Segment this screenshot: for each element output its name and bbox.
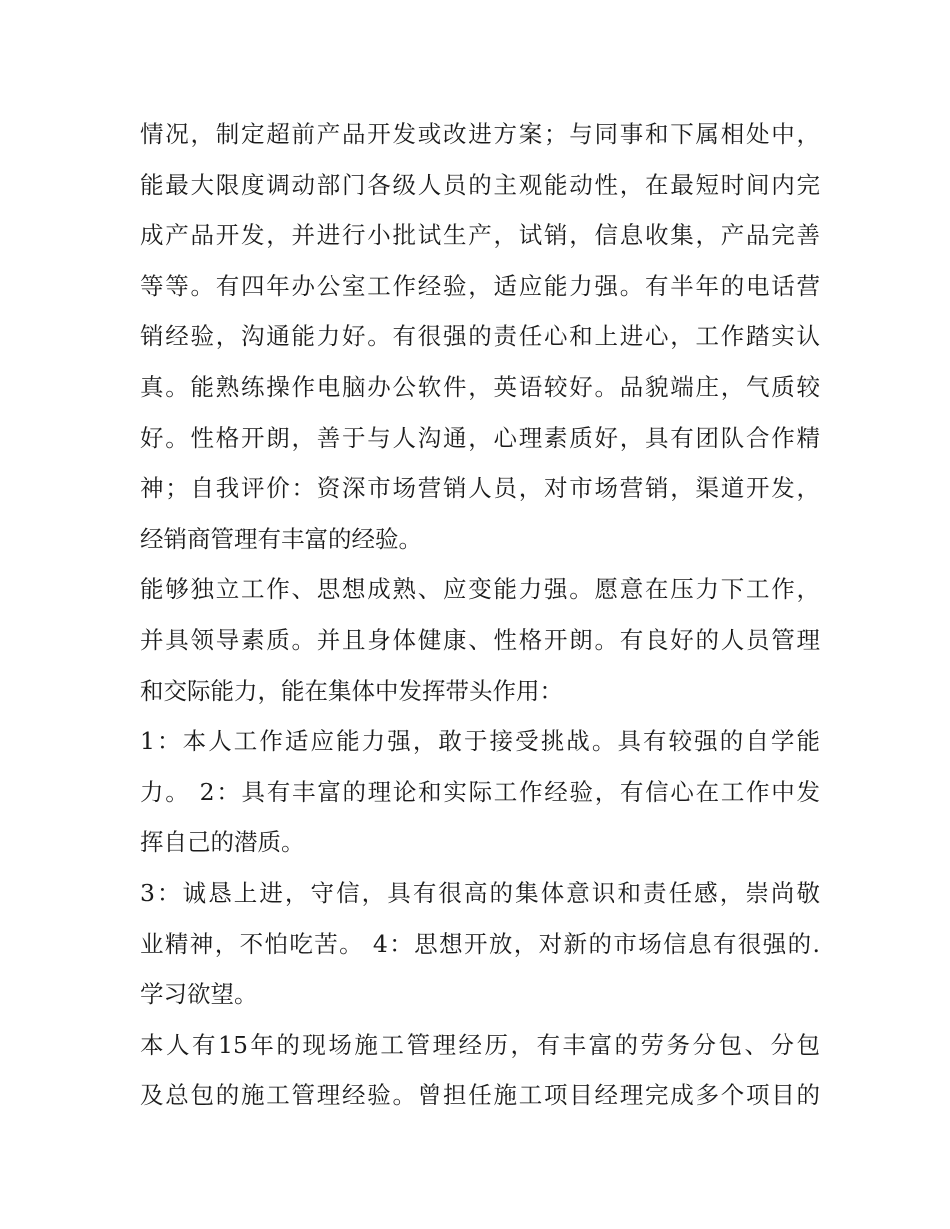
text-line: 神；自我评价：资深市场营销人员，对市场营销，渠道开发，: [140, 474, 820, 503]
text-line: 3：诚恳上进，守信，具有很高的集体意识和责任感，崇尚敬: [140, 878, 820, 907]
text-line: 成产品开发，并进行小批试生产，试销，信息收集，产品完善: [140, 221, 820, 250]
text-line: 情况，制定超前产品开发或改进方案；与同事和下属相处中，: [140, 120, 820, 148]
text-line: 本人有15年的现场施工管理经历，有丰富的劳务分包、分包: [140, 1030, 820, 1059]
text-line: 1：本人工作适应能力强，敢于接受挑战。具有较强的自学能: [140, 727, 820, 756]
text-line: 和交际能力，能在集体中发挥带头作用：: [140, 676, 563, 705]
text-line: 学习欲望。: [140, 980, 258, 1009]
text-line: 销经验，沟通能力好。有很强的责任心和上进心，工作踏实认: [140, 322, 820, 351]
text-line: 挥自己的潜质。: [140, 828, 305, 857]
text-line: 经销商管理有丰富的经验。: [140, 524, 422, 553]
text-line: 业精神，不怕吃苦。 4：思想开放，对新的市场信息有很强的.: [140, 929, 820, 958]
text-line: 能够独立工作、思想成熟、应变能力强。愿意在压力下工作，: [140, 575, 820, 604]
text-line: 并具领导素质。并且身体健康、性格开朗。有良好的人员管理: [140, 625, 820, 654]
text-line: 等等。有四年办公室工作经验，适应能力强。有半年的电话营: [140, 271, 820, 300]
text-line: 真。能熟练操作电脑办公软件，英语较好。品貌端庄，气质较: [140, 372, 820, 401]
text-line: 力。 2：具有丰富的理论和实际工作经验，有信心在工作中发: [140, 777, 820, 806]
text-line: 好。性格开朗，善于与人沟通，心理素质好，具有团队合作精: [140, 423, 820, 452]
text-line: 能最大限度调动部门各级人员的主观能动性，在最短时间内完: [140, 170, 820, 199]
body-text: [140, 109, 820, 1121]
text-line: 及总包的施工管理经验。曾担任施工项目经理完成多个项目的: [140, 1081, 820, 1110]
